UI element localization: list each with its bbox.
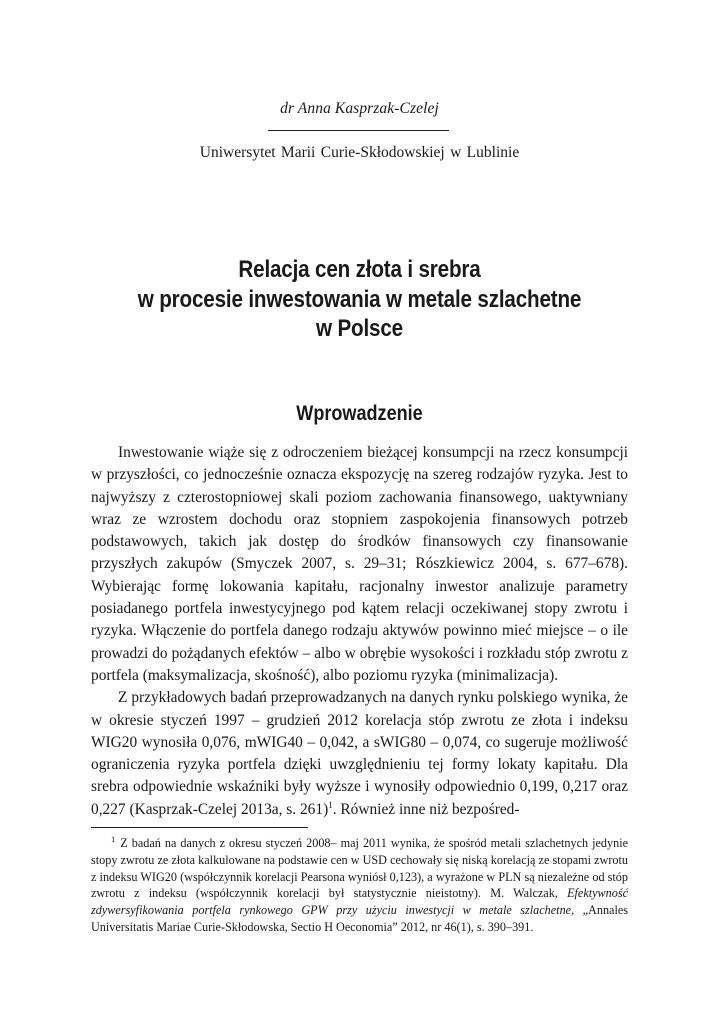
footnote-1 xyxy=(91,835,628,936)
body-text xyxy=(91,442,628,821)
title-line-3: w Polsce xyxy=(316,315,403,342)
author-divider xyxy=(268,130,449,131)
article-title xyxy=(50,255,668,344)
paragraph-2-text: Z przykładowych badań przeprowadzanych na danych rynku polskiego wynika, że w okresie styczeń 1997 – grudzień 2012 korelacja stóp zwrotu ze złota i indeksu WIG20 wynosiła 0,076, mWIG40 – 0,042, a sWIG80 – 0,074, co sugeruje możliwość ograniczenia ryzyka portfela dzięki uwzględnieniu tej formy lokaty kapitału. Dla srebra odpowiednie wskaźniki były wyższe i wynosiły odpowiednio 0,199, 0,217 oraz 0,227 (Kasprzak-Czelej 2013a, s. 261) xyxy=(91,689,628,818)
footnote-divider xyxy=(91,827,308,828)
footnote-cited-title: Efektywność zdywersyfikowania portfela rynkowego GPW przy użyciu inwestycji w metale szlachetne xyxy=(91,886,628,918)
footnote-text-1: Z badań na danych z okresu styczeń 2008– maj 2011 wynika, że spośród metali szlachetnych jedynie stopy zwrotu ze złota kalkulowane na podstawie cen w USD cechowały się niską korelacją ze stopami zwrotu z indeksu WIG20 (współczynnik korelacji Pearsona wyniósł 0,123), a wyrażone w PLN są niezależne od stóp zwrotu z indeksu (współczynnik korelacji był statystycznie nieistotny). M. Walczak, xyxy=(91,836,628,901)
title-line-2: w procesie inwestowania w metale szlachetne xyxy=(137,285,582,313)
paragraph-2 xyxy=(91,687,628,821)
section-heading: Wprowadzenie xyxy=(296,402,423,425)
author-name: dr Anna Kasprzak-Czelej xyxy=(280,100,439,117)
paragraph-2-tail: . Również inne niż bezpośred- xyxy=(332,800,520,818)
footnote-reference[interactable]: 1 xyxy=(328,799,333,810)
paragraph-1: Inwestowanie wiąże się z odroczeniem bieżącej konsumpcji na rzecz konsumpcji w przyszłości, co jednocześnie oznacza ekspozycję na szereg rodzajów ryzyka. Jest to najwyższy z czterostopniowej skali poziom zachowania finansowego, uaktywniany wraz ze wzrostem dochodu oraz stopniem zaspokojenia finansowych potrzeb podstawowych, takich jak dostęp do środków finansowych czy finansowanie przyszłych zakupów (Smyczek 2007, s. 29–31; Rószkiewicz 2004, s. 677–678). Wybierając formę lokowania kapitału, racjonalny inwestor analizuje parametry posiadanego portfela inwestycyjnego pod kątem relacji oczekiwanej stopy zwrotu i ryzyka. Włączenie do portfela danego rodzaju aktywów powinno mieć miejsce – o ile prowadzi do pożądanych efektów – albo w obrębie wysokości i rozkładu stóp zwrotu z portfela (maksymalizacja, skośność), albo poziomu ryzyka (minimalizacja). xyxy=(91,444,628,684)
footnote-text-2: , „Annales Universitatis Mariae Curie-Skłodowska, Sectio H Oeconomia” 2012, nr 46(1), s. 390–391. xyxy=(91,903,628,934)
title-line-1: Relacja cen złota i srebra xyxy=(238,256,481,283)
footnote-mark: 1 xyxy=(111,833,116,844)
footnote xyxy=(91,835,628,936)
author-affiliation: Uniwersytet Marii Curie-Skłodowskiej w Lublinie xyxy=(199,144,520,161)
